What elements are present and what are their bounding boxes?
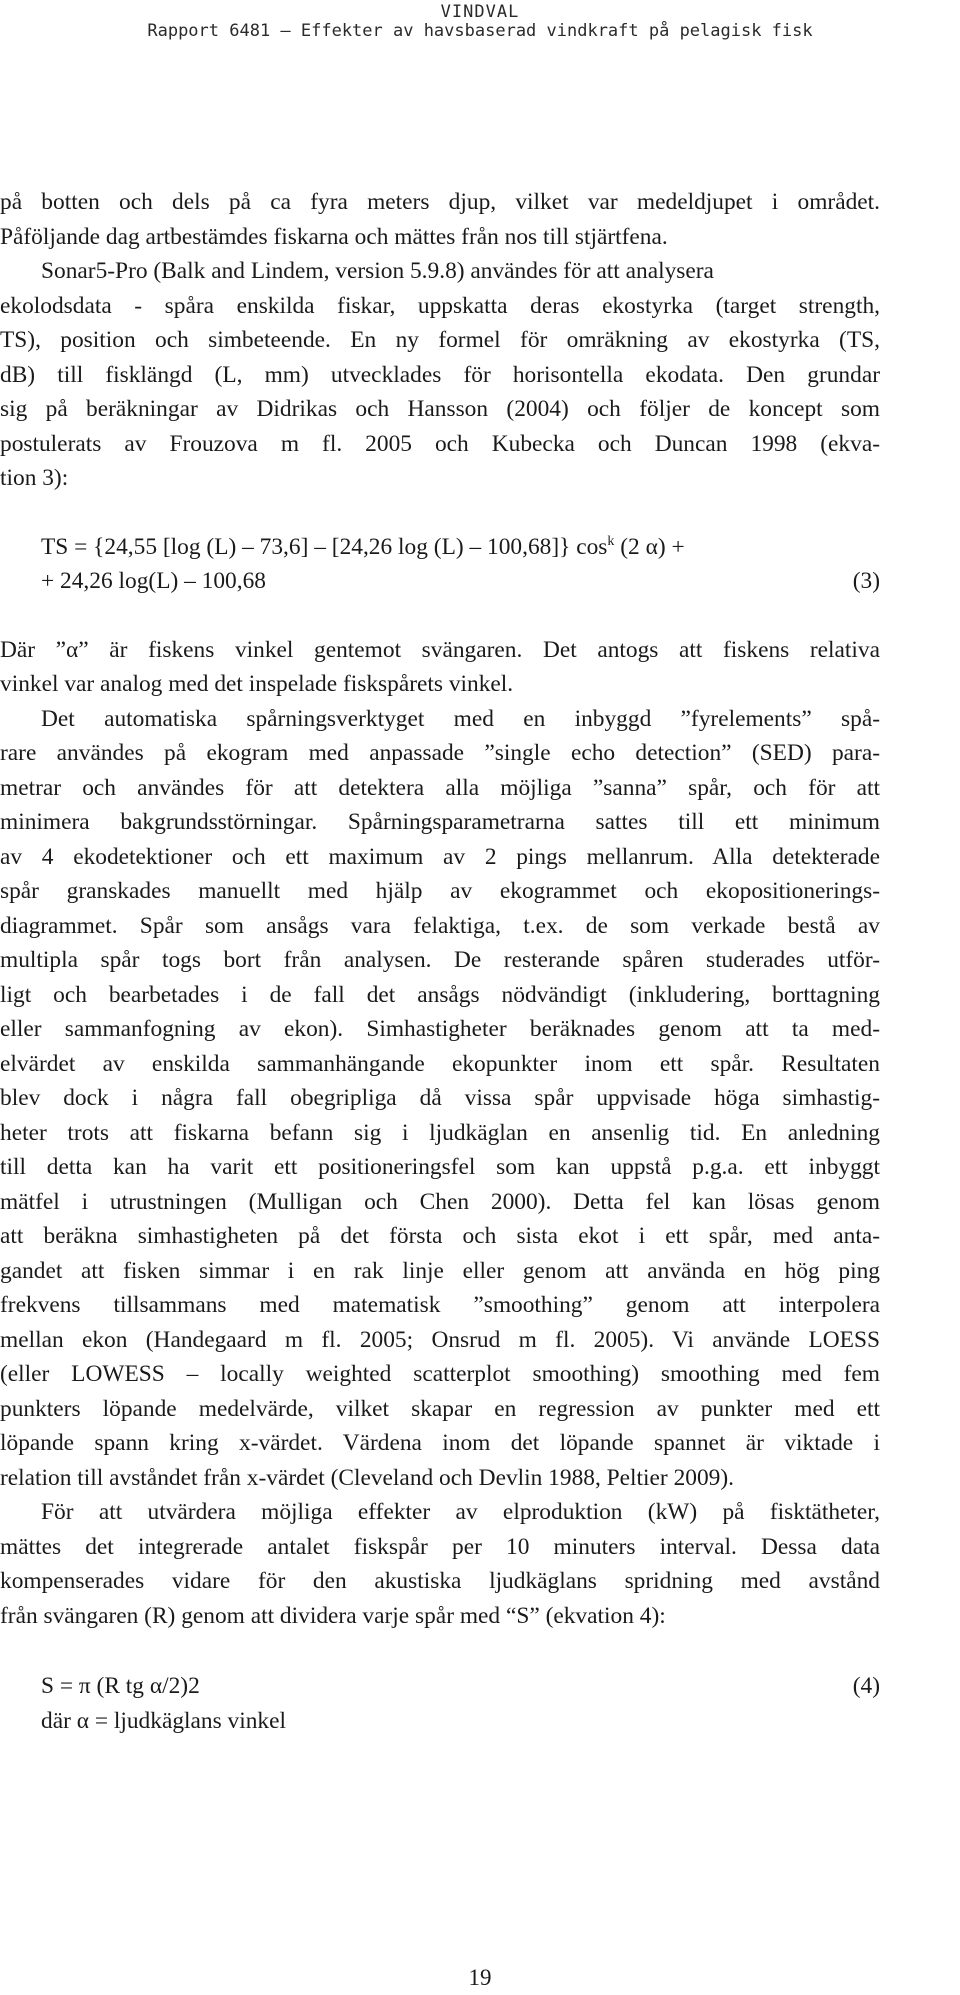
text-line: Påföljande dag artbestämdes fiskarna och mättes från nos till stjärtfena. [0,223,668,250]
text-line: punkters löpande medelvärde, vilket skapar en regression av punkter med ett [0,1395,880,1422]
equation-3-line1: TS = {24,55 [log (L) – 73,6] – [24,26 log (L) – 100,68]} $\cos^k (2$ α) + [41,533,685,560]
equation-4-number: (4) [852,1673,880,1699]
equation-4 [0,1669,880,1704]
text-line: heter trots att fiskarna befann sig i ljudkäglan en ansenlig tid. En anledning [0,1119,880,1146]
text-line: (eller LOWESS – locally weighted scatterplot smoothing) smoothing med fem [0,1361,880,1387]
text-line: För att utvärdera möjliga effekter av elproduktion (kW) på fisktätheter, [41,1499,880,1525]
text-line: relation till avståndet från x-värdet (Cleveland och Devlin 1988, Peltier 2009). [0,1464,734,1491]
text-line: diagrammet. Spår som ansågs vara felaktiga, t.ex. de som verkade bestå av [0,912,880,939]
text-line: av 4 ekodetektioner och ett maximum av 2 pings mellanrum. Alla detekterade [0,843,880,870]
text-line: blev dock i några fall obegripliga då vissa spår uppvisade höga simhastig- [0,1085,880,1111]
text-line: mätfel i utrustningen (Mulligan och Chen 2000). Detta fel kan lösas genom [0,1188,880,1215]
text-line: kompenserades vidare för den akustiska ljudkäglans spridning med avstånd [0,1568,880,1594]
text-line: minimera bakgrundsstörningar. Spårningsparametrarna sattes till ett minimum [0,809,880,835]
header-series: VINDVAL [440,2,520,22]
text-line: eller sammanfogning av ekon). Simhastigheter beräknades genom att ta med- [0,1016,880,1042]
equation-3-row2 [0,564,880,599]
text-line: elvärdet av enskilda sammanhängande ekopunkter inom ett spår. Resultaten [0,1050,880,1077]
text-line: Där ”α” är fiskens vinkel gentemot svängaren. Det antogs att fiskens relativa [0,636,880,663]
text-line: sig på beräkningar av Didrikas och Hansson (2004) och följer de koncept som [0,396,880,422]
text-line: gandet att fisken simmar i en rak linje eller genom att använda en hög ping [0,1257,880,1284]
text-line: TS), position och simbeteende. En ny formel för omräkning av ekostyrka (TS, [0,327,880,353]
text-line: Sonar5-Pro (Balk and Lindem, version 5.9.8) användes för att analysera [41,258,714,284]
text-line: Det automatiska spårningsverktyget med en inbyggd ”fyrelements” spå- [41,705,880,732]
text-line: metrar och användes för att detektera alla möjliga ”sanna” spår, och för att [0,774,880,801]
equation-3 [0,530,880,565]
document-body [0,185,880,1738]
text-line: ekolodsdata - spåra enskilda fiskar, uppskatta deras ekostyrka (target strength, [0,292,880,319]
text-line: spår granskades manuellt med hjälp av ekogrammet och ekopositionerings- [0,878,880,904]
equation-4-line1: S = π (R tg α/2)2 [41,1673,200,1699]
text-line: att beräkna simhastigheten på det första och sista ekot i ett spår, med anta- [0,1223,880,1249]
text-line: multipla spår togs bort från analysen. De resterande spåren studerades utför- [0,947,880,973]
text-line: ligt och bearbetades i de fall det ansågs nödvändigt (inkludering, borttagning [0,981,880,1008]
text-line: löpande spann kring x-värdet. Värdena inom det löpande spannet är viktade i [0,1430,880,1456]
text-line: mellan ekon (Handegaard m fl. 2005; Onsrud m fl. 2005). Vi använde LOESS [0,1326,880,1353]
text-line: mättes det integrerade antalet fiskspår per 10 minuters interval. Dessa data [0,1533,880,1560]
text-line: postulerats av Frouzova m fl. 2005 och Kubecka och Duncan 1998 (ekva- [0,430,880,457]
header-report-title: Rapport 6481 – Effekter av havsbaserad vindkraft på pelagisk fisk [147,21,813,41]
equation-3-line2: + 24,26 log(L) – 100,68 [41,568,266,594]
equation-3-number: (3) [852,568,880,594]
text-line: frekvens tillsammans med matematisk ”smoothing” genom att interpolera [0,1292,880,1318]
text-line: rare användes på ekogram med anpassade ”single echo detection” (SED) para- [0,740,880,766]
text-line: från svängaren (R) genom att dividera varje spår med “S” (ekvation 4): [0,1602,666,1629]
page-number: 19 [468,1965,492,1990]
text-line: vinkel var analog med det inspelade fiskspårets vinkel. [0,671,514,697]
text-line: dB) till fisklängd (L, mm) utvecklades för horisontella ekodata. Den grundar [0,361,880,388]
equation-4-line2: där α = ljudkäglans vinkel [41,1707,287,1734]
text-line: till detta kan ha varit ett positioneringsfel som kan uppstå p.g.a. ett inbyggt [0,1154,880,1180]
equation-4-row2 [0,1704,880,1739]
text-line: tion 3): [0,465,69,491]
text-line: på botten och dels på ca fyra meters djup, vilket var medeldjupet i området. [0,189,880,215]
